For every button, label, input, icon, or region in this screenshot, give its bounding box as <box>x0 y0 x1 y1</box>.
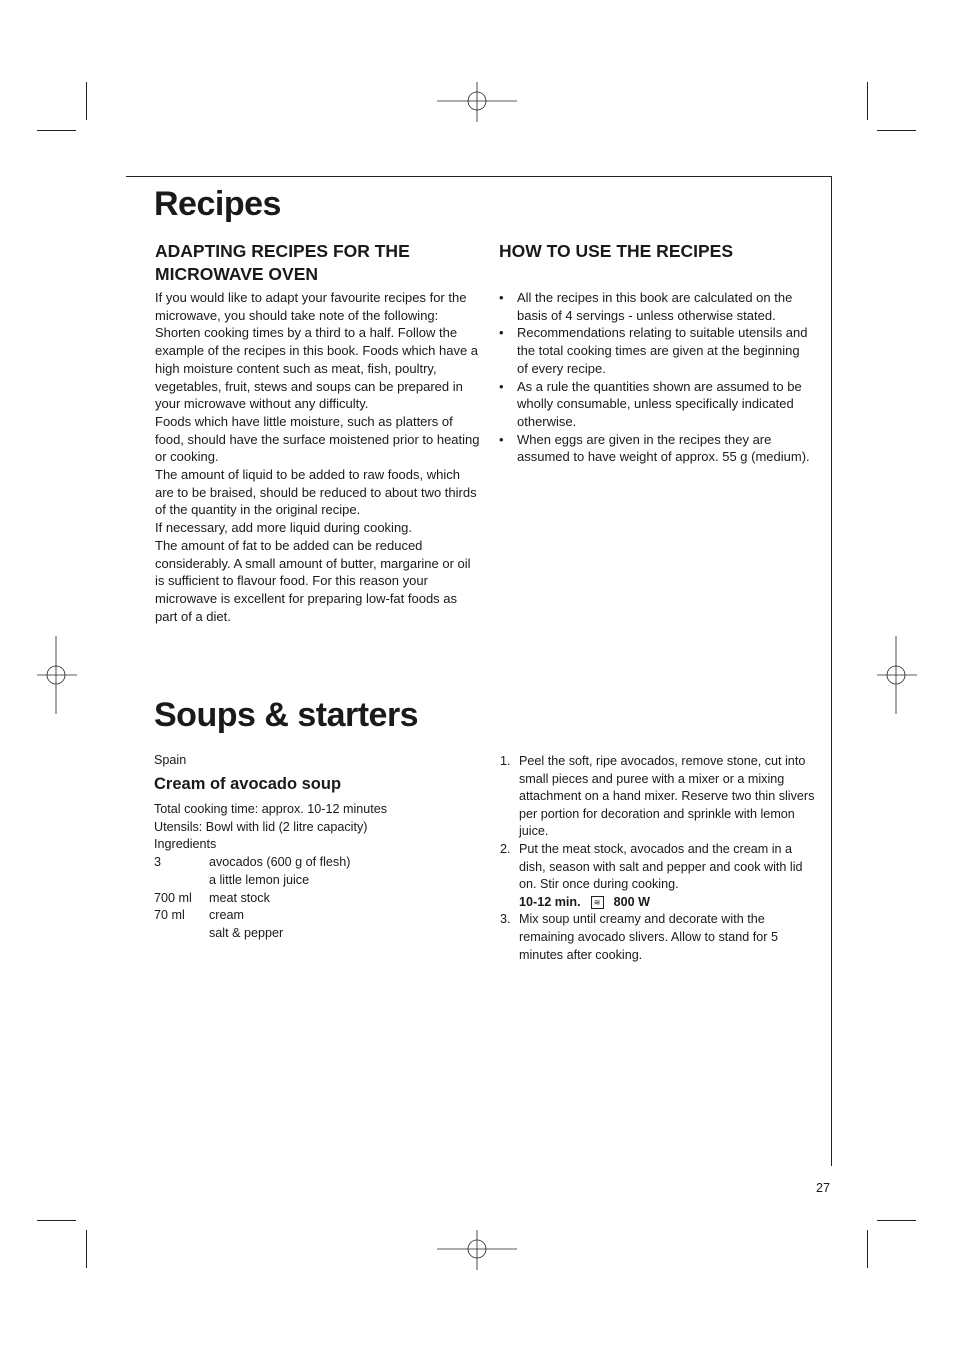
adapting-paragraph: The amount of liquid to be added to raw foods, which are to be braised, should be reduced to about two thirds of the quantity in the original recipe. <box>155 467 477 518</box>
registration-mark-bottom <box>437 1230 517 1270</box>
section-title: Soups & starters <box>154 696 419 734</box>
recipe-origin: Spain <box>154 753 187 767</box>
ingredient-row <box>154 925 454 943</box>
utensils: Utensils: Bowl with lid (2 litre capacity) <box>154 819 368 834</box>
registration-mark-right <box>877 636 917 714</box>
ingredient-qty: 70 ml <box>154 908 185 923</box>
microwave-icon: ≋ <box>591 896 604 909</box>
step-number: 3. <box>500 912 511 927</box>
how-to-list <box>499 289 813 466</box>
list-item: • As a rule the quantities shown are assumed to be wholly consumable, unless specifically indicated otherwise. <box>499 378 813 431</box>
frame-top-rule <box>126 176 832 177</box>
ingredient-row <box>154 872 454 890</box>
page-title: Recipes <box>154 185 281 223</box>
cook-setting <box>519 894 818 912</box>
cook-time: 10-12 min. <box>519 894 581 909</box>
crop-mark <box>877 1220 916 1221</box>
ingredient-qty <box>154 872 209 890</box>
step-text: Put the meat stock, avocados and the cream in a dish, season with salt and pepper and cook with lid on. Stir once during cooking. <box>519 841 803 892</box>
list-item: • When eggs are given in the recipes they are assumed to have weight of approx. 55 g (medium). <box>499 431 813 466</box>
ingredient-qty: 3 <box>154 855 162 870</box>
crop-mark <box>86 1230 87 1268</box>
adapting-paragraph: If necessary, add more liquid during cooking. <box>155 520 413 536</box>
ingredients-label: Ingredients <box>154 837 217 852</box>
step-text: Peel the soft, ripe avocados, remove stone, cut into small pieces and puree with a mixer or a mixing attachment on a hand mixer. Reserve two thin slivers per portion for decoration and sprinkle with lemon juice. <box>519 754 815 839</box>
step-number: 2. <box>500 841 511 856</box>
adapting-heading: ADAPTING RECIPES FOR THE MICROWAVE OVEN <box>155 241 410 284</box>
ingredient-qty: 700 ml <box>154 890 192 905</box>
step-text: Mix soup until creamy and decorate with the remaining avocado slivers. Allow to stand for 5 minutes after cooking. <box>519 912 779 962</box>
crop-mark <box>37 1220 76 1221</box>
adapting-paragraph: Foods which have little moisture, such as platters of food, should have the surface moistened prior to heating or cooking. <box>155 413 480 465</box>
crop-mark <box>867 82 868 120</box>
adapting-body <box>155 289 480 625</box>
power-level: 800 W <box>613 894 651 909</box>
registration-mark-left <box>37 636 77 714</box>
cooking-time: Total cooking time: approx. 10-12 minutes <box>154 802 388 816</box>
recipe-step <box>500 911 818 964</box>
crop-mark <box>867 1230 868 1268</box>
recipe-name: Cream of avocado soup <box>154 775 342 793</box>
recipe-steps <box>500 753 818 964</box>
ingredient-qty <box>154 925 209 943</box>
crop-mark <box>877 130 916 131</box>
step-number: 1. <box>500 754 511 768</box>
registration-mark-top <box>437 82 517 122</box>
page-number: 27 <box>816 1181 831 1195</box>
adapting-paragraph: If you would like to adapt your favourite recipes for the microwave, you should take note of the following: Shorten cooking times by a third to a half. Follow the example of the recipes in this book. Foods which have a high moisture content such as meat, fish, poultry, vegetables, fruit, stews and soups can be prepared in your microwave without any difficulty. <box>155 290 479 412</box>
frame-right-rule <box>831 176 832 1166</box>
list-item: • Recommendations relating to suitable utensils and the total cooking times are given at the beginning of every recipe. <box>499 324 813 377</box>
recipe-step <box>500 753 818 841</box>
ingredient-row <box>154 890 454 908</box>
crop-mark <box>86 82 87 120</box>
list-item: • All the recipes in this book are calculated on the basis of 4 servings - unless otherwise stated. <box>499 289 813 324</box>
adapting-paragraph: The amount of fat to be added can be reduced considerably. A small amount of butter, margarine or oil is sufficient to flavour food. For this reason your microwave is excellent for preparing low-fat foods as part of a diet. <box>155 537 471 624</box>
recipe-details <box>154 801 454 943</box>
ingredient-item: avocados (600 g of flesh) <box>209 855 351 870</box>
ingredient-row <box>154 907 454 925</box>
ingredient-row <box>154 854 454 872</box>
ingredient-item: meat stock <box>209 890 270 905</box>
crop-mark <box>37 130 76 131</box>
ingredient-item: a little lemon juice <box>209 872 310 887</box>
how-to-heading: HOW TO USE THE RECIPES <box>499 241 734 261</box>
ingredient-item: salt & pepper <box>209 925 284 940</box>
ingredient-item: cream <box>209 908 244 923</box>
recipe-step <box>500 841 818 911</box>
